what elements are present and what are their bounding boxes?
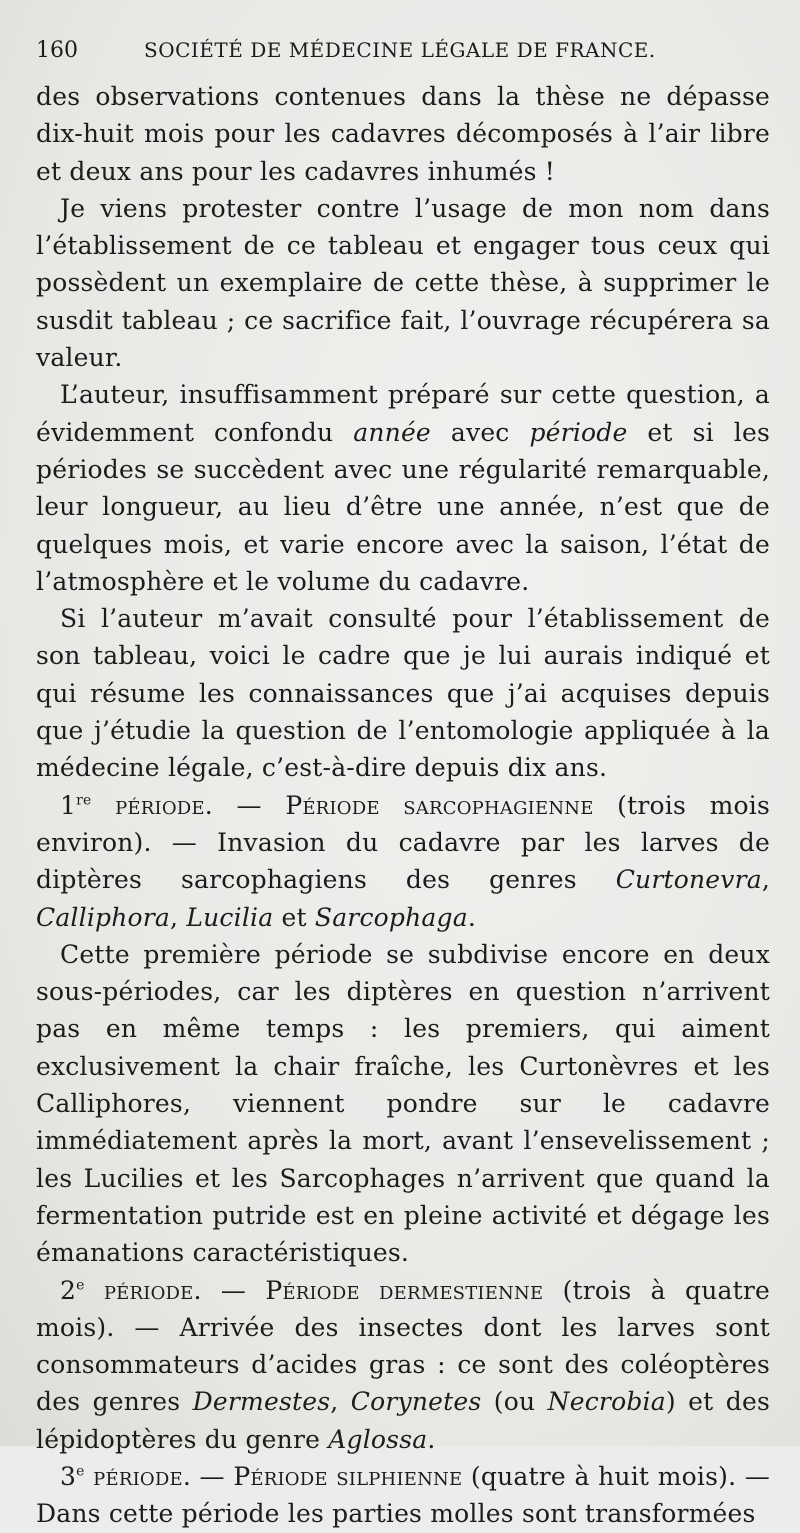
period-number: 2 (60, 1275, 77, 1305)
period-label: période. — (84, 1275, 266, 1305)
text-run: (trois mois environ). — Invasion du cadavre par les larves de diptères sarcophagiens des genres (36, 790, 770, 895)
text-run: , (170, 902, 187, 932)
genus-name: Dermestes (192, 1387, 331, 1417)
period-label: période. — (91, 790, 286, 820)
genus-name: Calliphora (36, 902, 171, 932)
paragraph-2: Je viens protester contre l’usage de mon nom dans l’établissement de ce tableau et engager tous ceux qui possèdent un exemplaire de cette thèse, à supprimer le susdit tableau ; ce sacrifice fait, l’ouvrage récupérera sa valeur. (36, 193, 770, 373)
genus-name: Corynetes (350, 1387, 482, 1417)
page-header (36, 38, 770, 78)
genus-name: Sarcophaga (314, 902, 468, 932)
period-number: 1 (60, 790, 77, 820)
text-run: . (467, 902, 476, 932)
text-run: avec (430, 417, 530, 447)
period-title: Période dermestienne (265, 1275, 544, 1305)
italic-word: période (529, 417, 628, 447)
genus-name: Necrobia (547, 1387, 666, 1417)
paragraph-3 (36, 376, 770, 600)
ordinal-suffix: e (76, 1463, 85, 1480)
text-run: , (330, 1387, 351, 1417)
text-run: ) et des lépidoptères du genre (36, 1387, 771, 1454)
running-title: SOCIÉTÉ DE MÉDECINE LÉGALE DE FRANCE. (144, 38, 656, 62)
period-title: Période sarcophagienne (285, 790, 594, 820)
text-run: et (273, 902, 315, 932)
text-run: et si les périodes se succèdent avec une régularité remarquable, leur longueur, au lieu d’être une année, n’est que de quelques mois, et varie encore avec la saison, l’état de l’atmosphère et le volume du cadavre. (36, 417, 770, 596)
paragraph-period-2 (36, 1272, 770, 1458)
text-run: L’auteur, insuffisamment préparé sur cette question, a évidemment confondu (36, 380, 770, 447)
body-text (36, 78, 770, 1533)
paragraph-1: des observations contenues dans la thèse ne dépasse dix-huit mois pour les cadavres décomposés à l’air libre et deux ans pour les cadavres inhumés ! (36, 82, 770, 186)
period-label: période. — (84, 1461, 234, 1491)
page-number: 160 (36, 38, 78, 63)
paragraph-4: Si l’auteur m’avait consulté pour l’établissement de son tableau, voici le cadre que je lui aurais indiqué et qui résume les connaissances que j’ai acquises depuis que j’étudie la question de l’entomologie appliquée à la médecine légale, c’est-à-dire depuis dix ans. (36, 604, 770, 783)
text-run: (quatre à huit mois). — Dans cette période les parties molles sont transformées (36, 1461, 771, 1529)
ordinal-suffix: e (76, 1277, 85, 1294)
text-run: (ou (481, 1387, 548, 1417)
period-number: 3 (60, 1461, 77, 1491)
paragraph-period-1 (36, 787, 770, 936)
italic-word: année (353, 417, 431, 447)
text-run: . (427, 1424, 436, 1454)
period-title: Période silphienne (233, 1461, 463, 1491)
text-run: (trois à quatre mois). — Arrivée des insectes dont les larves sont consommateurs d’acides gras : ce sont des coléoptères des genres (36, 1275, 771, 1417)
genus-name: Lucilia (186, 902, 274, 932)
text-run: , (761, 865, 770, 895)
ordinal-suffix: re (76, 792, 92, 809)
paragraph-period-3 (36, 1458, 770, 1533)
paragraph-6: Cette première période se subdivise encore en deux sous-périodes, car les diptères en question n’arrivent pas en même temps : les premiers, qui aiment exclusivement la chair fraîche, les Curtonèvres et les Calliphores, viennent pondre sur le cadavre immédiatement après la mort, avant l’ensevelissement ; les Lucilies et les Sarcophages n’arrivent que quand la fermentation putride est en pleine activité et dégage les émanations caractéristiques. (36, 939, 770, 1268)
genus-name: Aglossa (328, 1424, 428, 1454)
genus-name: Curtonevra (615, 865, 762, 895)
